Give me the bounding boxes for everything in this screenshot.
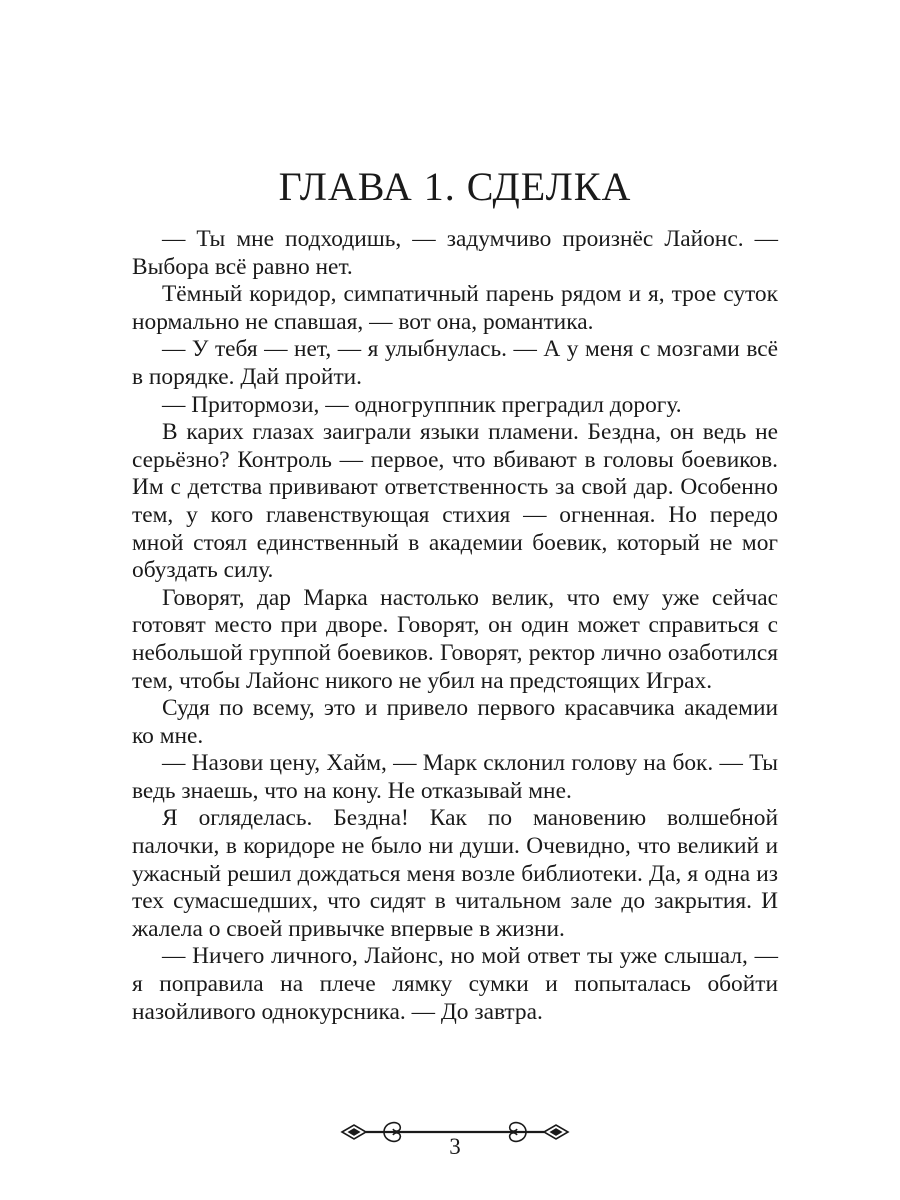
paragraph: Тёмный коридор, симпатичный парень рядом и я, трое суток нормально не спавшая, — вот она, романтика. — [132, 281, 778, 335]
paragraph: Я огляделась. Бездна! Как по мановению волшебной палочки, в коридоре не было ни души. Очевидно, что великий и ужасный решил дождаться меня возле библиотеки. Да, я одна из тех сумасшедших, что сидят в читальном зале до закрытия. И жалела о своей привычке впервые в жизни. — [132, 805, 778, 942]
paragraph: — Притормози, — одногруппник преградил дорогу. — [162, 391, 682, 418]
paragraph: Судя по всему, это и привело первого красавчика академии ко мне. — [132, 695, 778, 749]
paragraph: — Назови цену, Хайм, — Марк склонил голову на бок. — Ты ведь знаешь, что на кону. Не отказывай мне. — [132, 750, 778, 804]
book-page — [132, 0, 778, 1200]
chapter-body — [132, 226, 778, 1026]
paragraph: Говорят, дар Марка настолько велик, что ему уже сейчас готовят место при дворе. Говорят, он один может справиться с небольшой группой боевиков. Говорят, ректор лично озаботился тем, чтобы Лайонс никого не убил на предстоящих Играх. — [132, 584, 778, 694]
chapter-title: ГЛАВА 1. СДЕЛКА — [278, 164, 632, 209]
paragraph: — У тебя — нет, — я улыбнулась. — А у меня с мозгами всё в порядке. Дай пройти. — [132, 336, 778, 390]
paragraph: — Ничего личного, Лайонс, но мой ответ ты уже слышал, — я поправила на плече лямку сумки и попыталась обойти назойливого однокурсника. — До завтра. — [132, 943, 778, 1025]
paragraph: — Ты мне подходишь, — задумчиво произнёс Лайонс. — Выбора всё равно нет. — [132, 226, 778, 280]
paragraph: В карих глазах заиграли языки пламени. Бездна, он ведь не серьёзно? Контроль — первое, что вбивают в головы боевиков. Им с детства прививают ответственность за свой дар. Особенно тем, у кого главенствующая стихия — огненная. Но передо мной стоял единственный в академии боевик, который не мог обуздать силу. — [132, 419, 778, 584]
page-number: 3 — [449, 1134, 461, 1159]
